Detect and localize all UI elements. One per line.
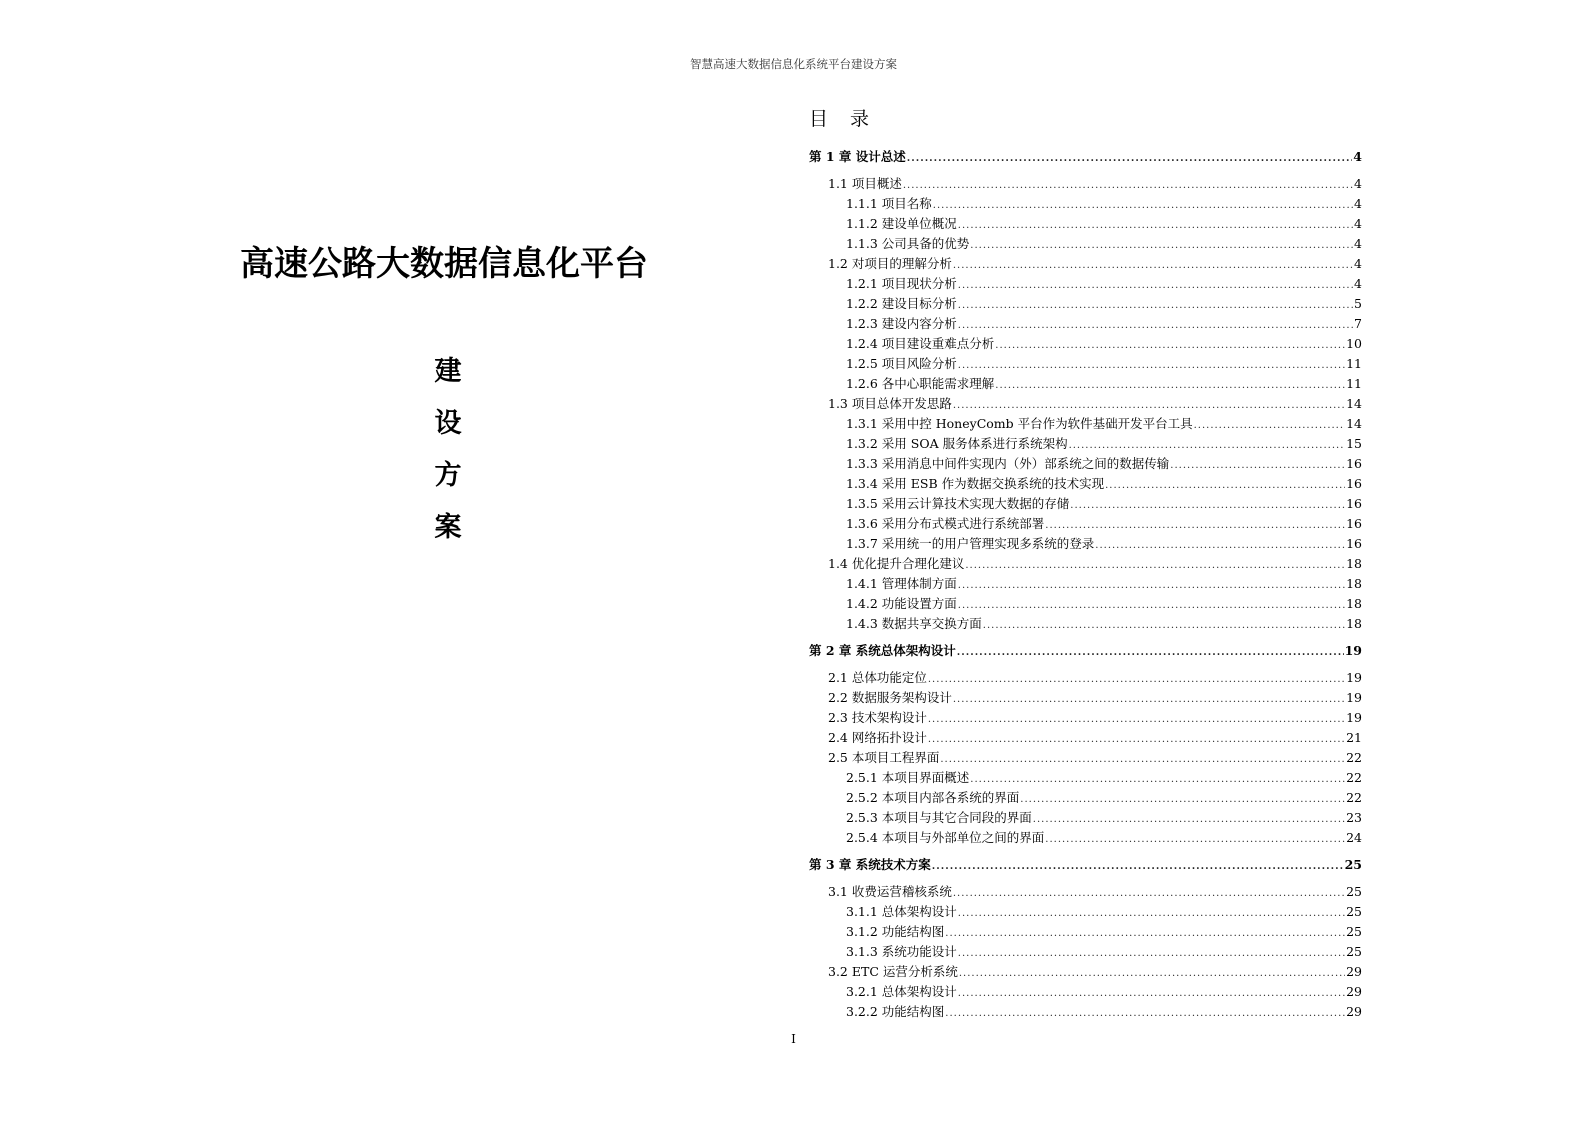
toc-dot-leader: [928, 730, 1345, 750]
toc-entry[interactable]: [809, 234, 1362, 254]
toc-dot-leader: [958, 596, 1345, 616]
toc-entry-page: 16: [1346, 496, 1362, 511]
toc-entry-label: 1.1.2 建设单位概况: [846, 216, 957, 231]
toc-entry-label: 2.4 网络拓扑设计: [828, 730, 927, 745]
toc-dot-leader: [1020, 790, 1345, 810]
toc-entry-page: 25: [1346, 884, 1362, 899]
toc-entry-label: 1.2.4 项目建设重难点分析: [846, 336, 995, 351]
toc-entry-label: 1.4 优化提升合理化建议: [828, 556, 965, 571]
toc-entry-page: 18: [1346, 616, 1362, 631]
toc-entry[interactable]: [809, 174, 1362, 194]
toc-dot-leader: [928, 710, 1345, 730]
toc-entry-label: 第 3 章 系统技术方案: [809, 857, 931, 872]
toc-entry[interactable]: [809, 294, 1362, 314]
toc-dot-leader: [907, 148, 1353, 170]
toc-entry[interactable]: [809, 274, 1362, 294]
toc-entry[interactable]: [809, 962, 1362, 982]
subtitle-char: 方: [434, 460, 462, 491]
toc-dot-leader: [945, 1004, 1345, 1024]
toc-entry-page: 25: [1344, 857, 1362, 872]
toc-entry[interactable]: [809, 374, 1362, 394]
subtitle-char: 建: [434, 356, 462, 387]
toc-dot-leader: [933, 196, 1353, 216]
toc-dot-leader: [1033, 810, 1345, 830]
toc-entry-label: 2.2 数据服务架构设计: [828, 690, 952, 705]
toc-entry-label: 3.1.2 功能结构图: [846, 924, 945, 939]
toc-dot-leader: [1069, 436, 1346, 456]
toc-entry-label: 3.2.2 功能结构图: [846, 1004, 945, 1019]
toc-entry[interactable]: [809, 554, 1362, 574]
toc-entry-page: 14: [1346, 396, 1362, 411]
toc-dot-leader: [958, 296, 1353, 316]
toc-entry-label: 1.1 项目概述: [828, 176, 902, 191]
toc-entry-page: 19: [1346, 690, 1362, 705]
toc-entry-label: 1.2.1 项目现状分析: [846, 276, 957, 291]
toc-dot-leader: [953, 396, 1345, 416]
toc-entry[interactable]: [809, 942, 1362, 962]
toc-entry-label: 1.3.3 采用消息中间件实现内（外）部系统之间的数据传输: [846, 456, 1170, 471]
toc-entry-page: 4: [1353, 149, 1362, 164]
toc-dot-leader: [970, 236, 1353, 256]
toc-entry[interactable]: [809, 254, 1362, 274]
toc-entry-page: 15: [1346, 436, 1362, 451]
toc-entry-label: 2.5.1 本项目界面概述: [846, 770, 970, 785]
toc-entry-label: 1.2.2 建设目标分析: [846, 296, 957, 311]
toc-dot-leader: [958, 276, 1353, 296]
toc-dot-leader: [953, 690, 1345, 710]
toc-entry[interactable]: [809, 474, 1362, 494]
toc-dot-leader: [958, 356, 1345, 376]
toc-entry[interactable]: [809, 414, 1362, 434]
toc-entry-page: 18: [1346, 596, 1362, 611]
toc-entry-label: 1.3.1 采用中控 HoneyComb 平台作为软件基础开发平台工具: [846, 416, 1193, 431]
toc-dot-leader: [958, 904, 1345, 924]
toc-entry-page: 11: [1346, 356, 1362, 371]
toc-entry-label: 1.4.1 管理体制方面: [846, 576, 957, 591]
toc-dot-leader: [953, 884, 1345, 904]
toc-chapter-entry[interactable]: [809, 854, 1362, 876]
toc-entry-page: 16: [1346, 536, 1362, 551]
toc-entry-label: 2.3 技术架构设计: [828, 710, 927, 725]
toc-entry-page: 29: [1346, 964, 1362, 979]
toc-entry-page: 10: [1346, 336, 1362, 351]
toc-entry-label: 1.2.6 各中心职能需求理解: [846, 376, 995, 391]
toc-chapter-entry[interactable]: [809, 146, 1362, 168]
toc-entry-page: 5: [1354, 296, 1362, 311]
toc-entry-page: 4: [1354, 196, 1362, 211]
toc-entry-label: 3.1.1 总体架构设计: [846, 904, 957, 919]
toc-entry-page: 14: [1346, 416, 1362, 431]
toc-entry-label: 3.2 ETC 运营分析系统: [828, 964, 958, 979]
toc-entry-page: 22: [1346, 790, 1362, 805]
toc-dot-leader: [1170, 456, 1345, 476]
toc-entry-label: 1.3 项目总体开发思路: [828, 396, 952, 411]
toc-entry-page: 25: [1346, 924, 1362, 939]
document-subtitle: [428, 352, 468, 560]
toc-entry[interactable]: [809, 788, 1362, 808]
toc-entry[interactable]: [809, 354, 1362, 374]
toc-entry-label: 1.4.3 数据共享交换方面: [846, 616, 982, 631]
toc-entry[interactable]: [809, 534, 1362, 554]
toc-dot-leader: [958, 216, 1353, 236]
table-of-contents: [809, 146, 1362, 1022]
toc-entry-page: 19: [1344, 643, 1362, 658]
page-number: I: [791, 1032, 796, 1046]
toc-entry-label: 1.1.3 公司具备的优势: [846, 236, 970, 251]
toc-entry[interactable]: [809, 214, 1362, 234]
toc-entry-page: 23: [1346, 810, 1362, 825]
toc-entry-page: 16: [1346, 456, 1362, 471]
subtitle-char: 设: [434, 408, 462, 439]
subtitle-char: 案: [434, 512, 462, 543]
toc-entry-label: 2.5.4 本项目与外部单位之间的界面: [846, 830, 1045, 845]
toc-entry-page: 29: [1346, 984, 1362, 999]
toc-entry[interactable]: [809, 688, 1362, 708]
toc-entry-page: 18: [1346, 576, 1362, 591]
toc-entry[interactable]: [809, 768, 1362, 788]
toc-entry-page: 21: [1346, 730, 1362, 745]
toc-entry-page: 16: [1346, 516, 1362, 531]
toc-entry[interactable]: [809, 494, 1362, 514]
toc-entry-page: 4: [1354, 276, 1362, 291]
toc-dot-leader: [1095, 536, 1345, 556]
toc-entry-label: 1.4.2 功能设置方面: [846, 596, 957, 611]
toc-entry-page: 16: [1346, 476, 1362, 491]
toc-entry-label: 2.5 本项目工程界面: [828, 750, 940, 765]
toc-heading: 目 录: [809, 108, 878, 130]
toc-entry-label: 1.1.1 项目名称: [846, 196, 932, 211]
toc-entry-label: 2.5.2 本项目内部各系统的界面: [846, 790, 1020, 805]
toc-entry-page: 22: [1346, 770, 1362, 785]
toc-entry-page: 19: [1346, 710, 1362, 725]
toc-entry[interactable]: [809, 902, 1362, 922]
toc-entry-page: 25: [1346, 904, 1362, 919]
toc-dot-leader: [995, 376, 1345, 396]
toc-dot-leader: [1105, 476, 1345, 496]
toc-entry-label: 1.2 对项目的理解分析: [828, 256, 952, 271]
toc-entry-label: 2.5.3 本项目与其它合同段的界面: [846, 810, 1032, 825]
toc-entry-page: 29: [1346, 1004, 1362, 1019]
toc-entry-label: 1.3.6 采用分布式模式进行系统部署: [846, 516, 1045, 531]
toc-entry[interactable]: [809, 728, 1362, 748]
toc-entry[interactable]: [809, 594, 1362, 614]
toc-dot-leader: [958, 316, 1353, 336]
toc-entry-page: 18: [1346, 556, 1362, 571]
toc-entry-label: 1.3.7 采用统一的用户管理实现多系统的登录: [846, 536, 1095, 551]
toc-entry[interactable]: [809, 748, 1362, 768]
document-title: 高速公路大数据信息化平台: [240, 244, 648, 284]
toc-entry-page: 19: [1346, 670, 1362, 685]
toc-entry[interactable]: [809, 1002, 1362, 1022]
toc-dot-leader: [957, 642, 1344, 664]
toc-entry[interactable]: [809, 314, 1362, 334]
toc-dot-leader: [928, 670, 1345, 690]
toc-dot-leader: [940, 750, 1345, 770]
toc-dot-leader: [959, 964, 1345, 984]
toc-entry[interactable]: [809, 668, 1362, 688]
toc-entry[interactable]: [809, 514, 1362, 534]
toc-entry[interactable]: [809, 808, 1362, 828]
toc-entry[interactable]: [809, 882, 1362, 902]
toc-entry-page: 24: [1346, 830, 1362, 845]
toc-entry-label: 2.1 总体功能定位: [828, 670, 927, 685]
toc-entry-page: 4: [1354, 236, 1362, 251]
toc-dot-leader: [1045, 516, 1345, 536]
page-header: 智慧高速大数据信息化系统平台建设方案: [690, 57, 897, 71]
toc-dot-leader: [983, 616, 1345, 636]
toc-dot-leader: [1194, 416, 1345, 436]
toc-entry-page: 25: [1346, 944, 1362, 959]
toc-entry[interactable]: [809, 708, 1362, 728]
toc-entry-page: 4: [1354, 256, 1362, 271]
toc-entry[interactable]: [809, 828, 1362, 848]
toc-entry-label: 1.3.2 采用 SOA 服务体系进行系统架构: [846, 436, 1068, 451]
toc-entry-label: 第 2 章 系统总体架构设计: [809, 643, 956, 658]
toc-entry-page: 22: [1346, 750, 1362, 765]
toc-entry-label: 1.3.5 采用云计算技术实现大数据的存储: [846, 496, 1070, 511]
toc-entry[interactable]: [809, 454, 1362, 474]
toc-entry[interactable]: [809, 394, 1362, 414]
toc-entry-label: 3.1 收费运营稽核系统: [828, 884, 952, 899]
toc-entry-page: 7: [1354, 316, 1362, 331]
toc-dot-leader: [958, 576, 1345, 596]
toc-entry[interactable]: [809, 334, 1362, 354]
toc-dot-leader: [970, 770, 1345, 790]
toc-dot-leader: [903, 176, 1353, 196]
toc-dot-leader: [995, 336, 1345, 356]
toc-entry-label: 1.3.4 采用 ESB 作为数据交换系统的技术实现: [846, 476, 1105, 491]
toc-dot-leader: [1045, 830, 1345, 850]
toc-dot-leader: [965, 556, 1345, 576]
toc-entry[interactable]: [809, 194, 1362, 214]
toc-dot-leader: [953, 256, 1353, 276]
toc-entry-label: 1.2.5 项目风险分析: [846, 356, 957, 371]
toc-entry-page: 11: [1346, 376, 1362, 391]
toc-dot-leader: [958, 984, 1345, 1004]
toc-dot-leader: [958, 944, 1345, 964]
toc-entry[interactable]: [809, 922, 1362, 942]
toc-entry[interactable]: [809, 614, 1362, 634]
toc-entry-label: 第 1 章 设计总述: [809, 149, 906, 164]
toc-entry[interactable]: [809, 574, 1362, 594]
toc-chapter-entry[interactable]: [809, 640, 1362, 662]
toc-entry-page: 4: [1354, 176, 1362, 191]
toc-dot-leader: [945, 924, 1345, 944]
toc-entry-label: 3.2.1 总体架构设计: [846, 984, 957, 999]
toc-entry-page: 4: [1354, 216, 1362, 231]
toc-entry-label: 1.2.3 建设内容分析: [846, 316, 957, 331]
toc-dot-leader: [1070, 496, 1345, 516]
toc-entry[interactable]: [809, 982, 1362, 1002]
toc-entry-label: 3.1.3 系统功能设计: [846, 944, 957, 959]
toc-entry[interactable]: [809, 434, 1362, 454]
toc-dot-leader: [932, 856, 1344, 878]
